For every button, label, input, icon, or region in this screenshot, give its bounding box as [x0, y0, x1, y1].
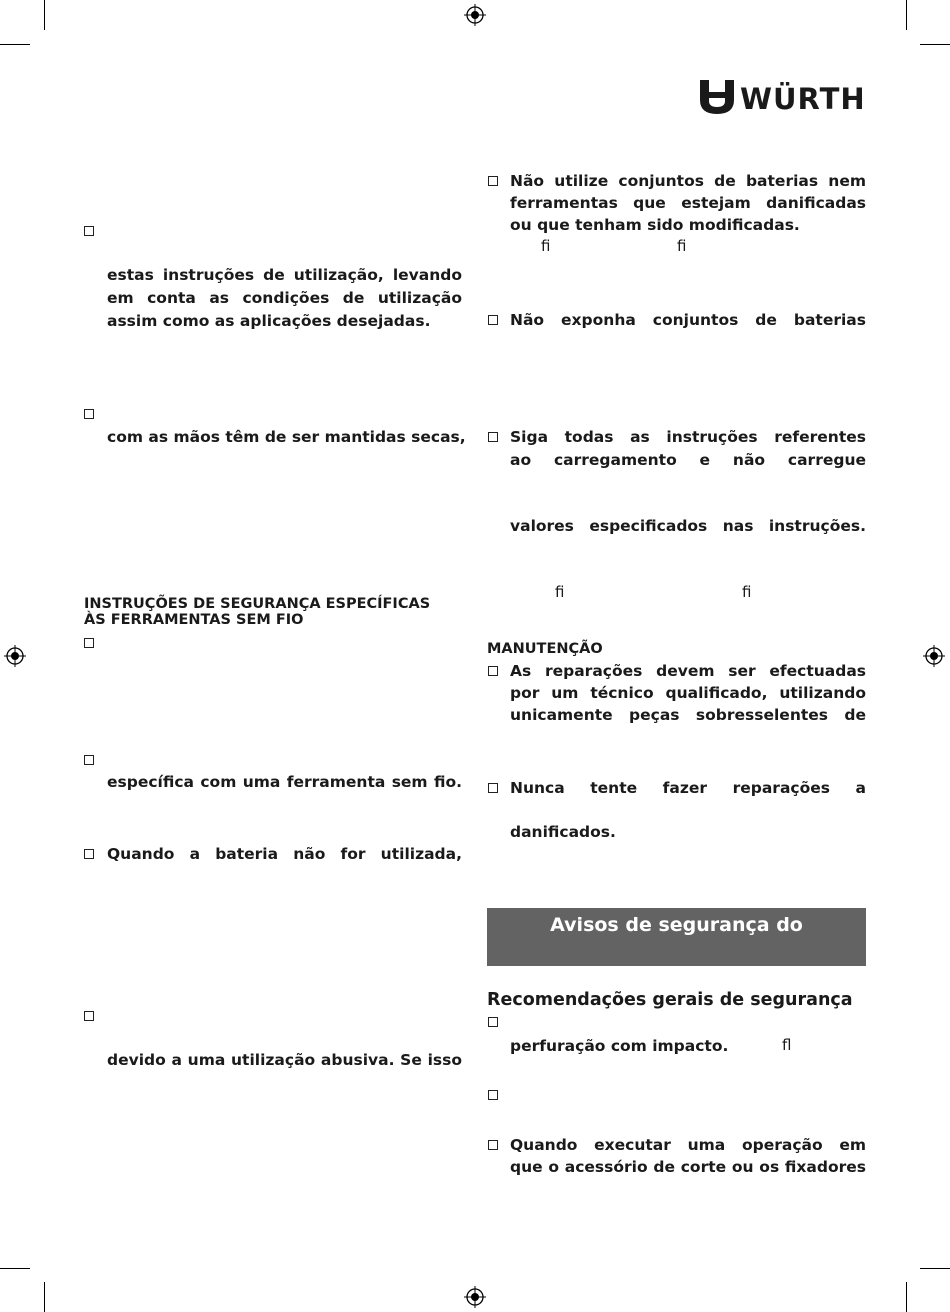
right-paragraph-5-line-1: Nunca tente fazer reparações a [510, 779, 866, 797]
ligature-fi-4: ﬁ [742, 583, 752, 601]
right-paragraph-4-line-2: por um técnico qualificado, utilizando [510, 684, 866, 702]
left-paragraph-2-line-1: com as mãos têm de ser mantidas secas, [107, 428, 466, 446]
section-banner [487, 908, 866, 966]
left-paragraph-4-line-1: Quando a bateria não for utilizada, [107, 845, 462, 863]
brand-logo [700, 80, 870, 118]
section-heading-line-2: ÀS FERRAMENTAS SEM FIO [84, 612, 304, 628]
left-paragraph-1-line-2: em conta as condições de utilização [107, 289, 462, 307]
crop-mark-bottom-right-vertical [906, 1282, 907, 1312]
right-paragraph-5-line-2: danificados. [510, 823, 616, 841]
checkbox-right-4 [488, 666, 498, 676]
checkbox-left-5 [84, 849, 94, 859]
registration-mark-bottom-icon [464, 1286, 486, 1308]
left-paragraph-1-line-3: assim como as aplicações desejadas. [107, 312, 431, 330]
crop-mark-top-right-vertical [906, 0, 907, 30]
checkbox-right-7 [488, 1090, 498, 1100]
checkbox-left-4 [84, 755, 94, 765]
ligature-fl-1: ﬂ [782, 1036, 792, 1054]
right-paragraph-1-line-3: ou que tenham sido modificadas. [510, 216, 800, 234]
right-paragraph-1-line-1: Não utilize conjuntos de baterias nem [510, 172, 866, 190]
right-paragraph-7-line-2: que o acessório de corte ou os fixadores [510, 1158, 866, 1176]
right-paragraph-3-line-2: ao carregamento e não carregue [510, 451, 866, 469]
checkbox-right-3 [488, 432, 498, 442]
checkbox-left-3 [84, 638, 94, 648]
right-paragraph-6-line-1: perfuração com impacto. [510, 1037, 729, 1055]
checkbox-right-2 [488, 315, 498, 325]
maintenance-heading: MANUTENÇÃO [487, 641, 603, 657]
checkbox-right-8 [488, 1140, 498, 1150]
checkbox-right-1 [488, 176, 498, 186]
crop-mark-top-left-vertical [44, 0, 45, 30]
left-paragraph-5-line-1: devido a uma utilização abusiva. Se isso [107, 1051, 462, 1069]
right-paragraph-2-line-1: Não exponha conjuntos de baterias [510, 311, 866, 329]
crop-mark-bottom-right-horizontal [920, 1268, 950, 1269]
brand-wordmark: WÜRTH [740, 82, 866, 116]
section-heading-line-1: INSTRUÇÕES DE SEGURANÇA ESPECÍFICAS [84, 596, 431, 612]
right-paragraph-4-line-1: As reparações devem ser efectuadas [510, 662, 866, 680]
crop-mark-top-right-horizontal [920, 44, 950, 45]
right-paragraph-1-line-2: ferramentas que estejam danificadas [510, 194, 866, 212]
right-paragraph-3-line-3: valores especificados nas instruções. [510, 517, 866, 535]
checkbox-left-2 [84, 409, 94, 419]
left-paragraph-1-line-1: estas instruções de utilização, levando [107, 266, 462, 284]
right-paragraph-4-line-3: unicamente peças sobresselentes de [510, 706, 866, 724]
left-paragraph-3-line-1: específica com uma ferramenta sem fio. [107, 773, 462, 791]
checkbox-right-5 [488, 783, 498, 793]
ligature-fi-2: ﬁ [677, 237, 687, 255]
wurth-emblem-icon [700, 80, 734, 116]
ligature-fi-1: ﬁ [541, 237, 551, 255]
crop-mark-bottom-left-vertical [44, 1282, 45, 1312]
crop-mark-bottom-left-horizontal [0, 1268, 30, 1269]
checkbox-left-1 [84, 226, 94, 236]
right-paragraph-3-line-1: Siga todas as instruções referentes [510, 428, 866, 446]
right-paragraph-7-line-1: Quando executar uma operação em [510, 1136, 866, 1154]
registration-mark-left-icon [4, 645, 26, 667]
crop-mark-top-left-horizontal [0, 44, 30, 45]
checkbox-left-6 [84, 1011, 94, 1021]
checkbox-right-6 [488, 1017, 498, 1027]
registration-mark-top-icon [464, 4, 486, 26]
section-banner-title: Avisos de segurança do [550, 914, 803, 936]
registration-mark-right-icon [923, 645, 945, 667]
ligature-fi-3: ﬁ [555, 583, 565, 601]
general-safety-heading: Recomendações gerais de segurança [487, 990, 853, 1010]
